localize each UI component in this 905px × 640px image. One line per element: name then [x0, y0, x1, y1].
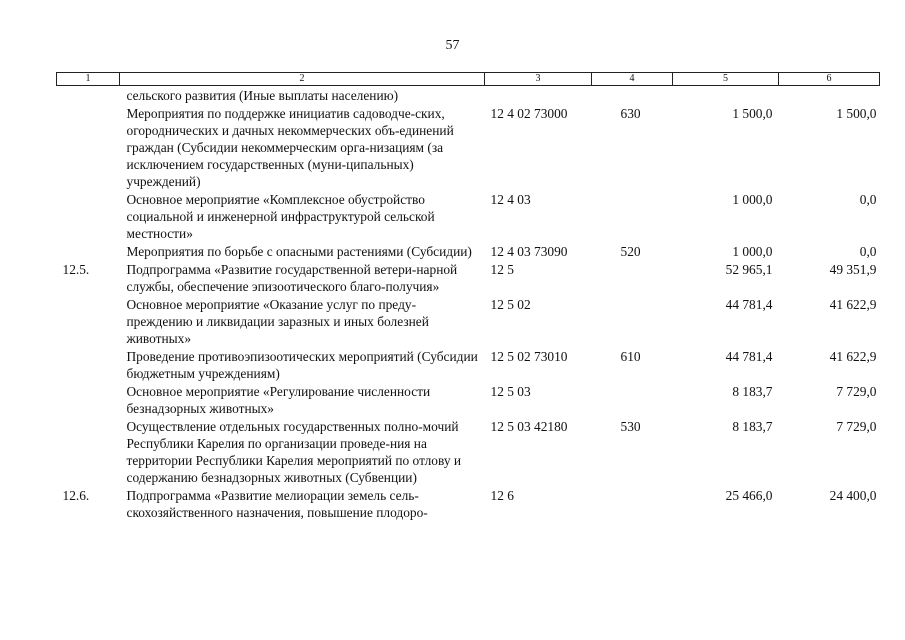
column-header-2: 2 [120, 73, 485, 86]
table-row [57, 86, 880, 106]
row-expense-type: 610 [620, 349, 641, 364]
row-expense-type [592, 487, 673, 522]
row-name: Подпрограмма «Развитие государственной ветери-нарной службы, обеспечение эпизоотического благо-получия» [126, 262, 458, 294]
row-name: Мероприятия по поддержке инициатив садоводче-ских, огороднических и дачных некоммерческих объ-единений граждан (Субсидии некоммерческим орга-низациям (за исключением государственных (муни-ципальных) учреждений) [126, 106, 454, 189]
row-name: Основное мероприятие «Комплексное обустройство социальной и инженерной инфраструктурой сельской местности» [126, 192, 435, 241]
row-amount-col6: 0,0 [859, 244, 877, 259]
row-amount-col6: 24 400,0 [829, 488, 877, 503]
table-row [57, 191, 880, 243]
row-expense-type [592, 383, 673, 418]
row-number [57, 418, 120, 487]
row-expense-type: 630 [620, 106, 641, 121]
row-amount-col6: 49 351,9 [829, 262, 877, 277]
row-target-code: 12 6 [490, 488, 514, 503]
row-name: Осуществление отдельных государственных полно-мочий Республики Карелия по организации проведе-ния на территории Республики Карелия мероприятий по отлову и содержанию безнадзорных животных (Субвенции) [126, 419, 462, 485]
row-expense-type: 530 [620, 419, 641, 434]
row-number [57, 105, 120, 191]
row-amount-col5: 8 183,7 [732, 384, 773, 399]
row-amount-col5: 1 000,0 [732, 244, 773, 259]
row-target-code: 12 4 02 73000 [490, 106, 568, 121]
table-row [57, 296, 880, 348]
row-number [57, 243, 120, 261]
row-number: 12.6. [62, 488, 90, 503]
row-amount-col5: 1 000,0 [732, 192, 773, 207]
table-row [57, 261, 880, 296]
table-header-row [57, 73, 880, 86]
row-name: Проведение противоэпизоотических мероприятий (Субсидии бюджетным учреждениям) [126, 349, 478, 381]
row-amount-col5: 44 781,4 [725, 297, 773, 312]
row-expense-type: 520 [620, 244, 641, 259]
row-amount-col5: 52 965,1 [725, 262, 773, 277]
row-name: Мероприятия по борьбе с опасными растениями (Субсидии) [126, 244, 472, 259]
row-amount-col5: 1 500,0 [732, 106, 773, 121]
row-number [57, 86, 120, 106]
row-target-code: 12 4 03 73090 [490, 244, 568, 259]
row-target-code [485, 86, 592, 106]
column-header-6: 6 [779, 73, 880, 86]
row-amount-col6: 1 500,0 [836, 106, 877, 121]
row-number [57, 191, 120, 243]
budget-table [56, 72, 880, 522]
row-name: Основное мероприятие «Регулирование численности безнадзорных животных» [126, 384, 431, 416]
row-amount-col6: 0,0 [859, 192, 877, 207]
table-row [57, 243, 880, 261]
column-header-1: 1 [57, 73, 120, 86]
row-name: сельского развития (Иные выплаты населению) [126, 88, 399, 103]
row-amount-col6 [779, 86, 880, 106]
row-amount-col5 [673, 86, 779, 106]
table-row [57, 418, 880, 487]
row-name: Основное мероприятие «Оказание услуг по преду-преждению и ликвидации заразных и иных болезней животных» [126, 297, 429, 346]
row-number [57, 296, 120, 348]
row-target-code: 12 5 02 [490, 297, 531, 312]
row-amount-col6: 41 622,9 [829, 297, 877, 312]
column-header-3: 3 [485, 73, 592, 86]
table-row [57, 487, 880, 522]
row-expense-type [592, 261, 673, 296]
row-name: Подпрограмма «Развитие мелиорации земель сель-скохозяйственного назначения, повышение плодоро- [126, 488, 428, 520]
column-header-5: 5 [673, 73, 779, 86]
row-amount-col5: 8 183,7 [732, 419, 773, 434]
table-row [57, 348, 880, 383]
page-number: 57 [445, 38, 460, 53]
row-amount-col5: 25 466,0 [725, 488, 773, 503]
row-amount-col6: 7 729,0 [836, 419, 877, 434]
row-amount-col5: 44 781,4 [725, 349, 773, 364]
row-amount-col6: 41 622,9 [829, 349, 877, 364]
table-row [57, 383, 880, 418]
row-target-code: 12 4 03 [490, 192, 531, 207]
row-number [57, 383, 120, 418]
row-target-code: 12 5 03 [490, 384, 531, 399]
row-target-code: 12 5 02 73010 [490, 349, 568, 364]
column-header-4: 4 [592, 73, 673, 86]
row-expense-type [592, 191, 673, 243]
row-amount-col6: 7 729,0 [836, 384, 877, 399]
row-expense-type [592, 86, 673, 106]
table-row [57, 105, 880, 191]
row-target-code: 12 5 03 42180 [490, 419, 568, 434]
row-target-code: 12 5 [490, 262, 514, 277]
row-number: 12.5. [62, 262, 90, 277]
row-expense-type [592, 296, 673, 348]
row-number [57, 348, 120, 383]
